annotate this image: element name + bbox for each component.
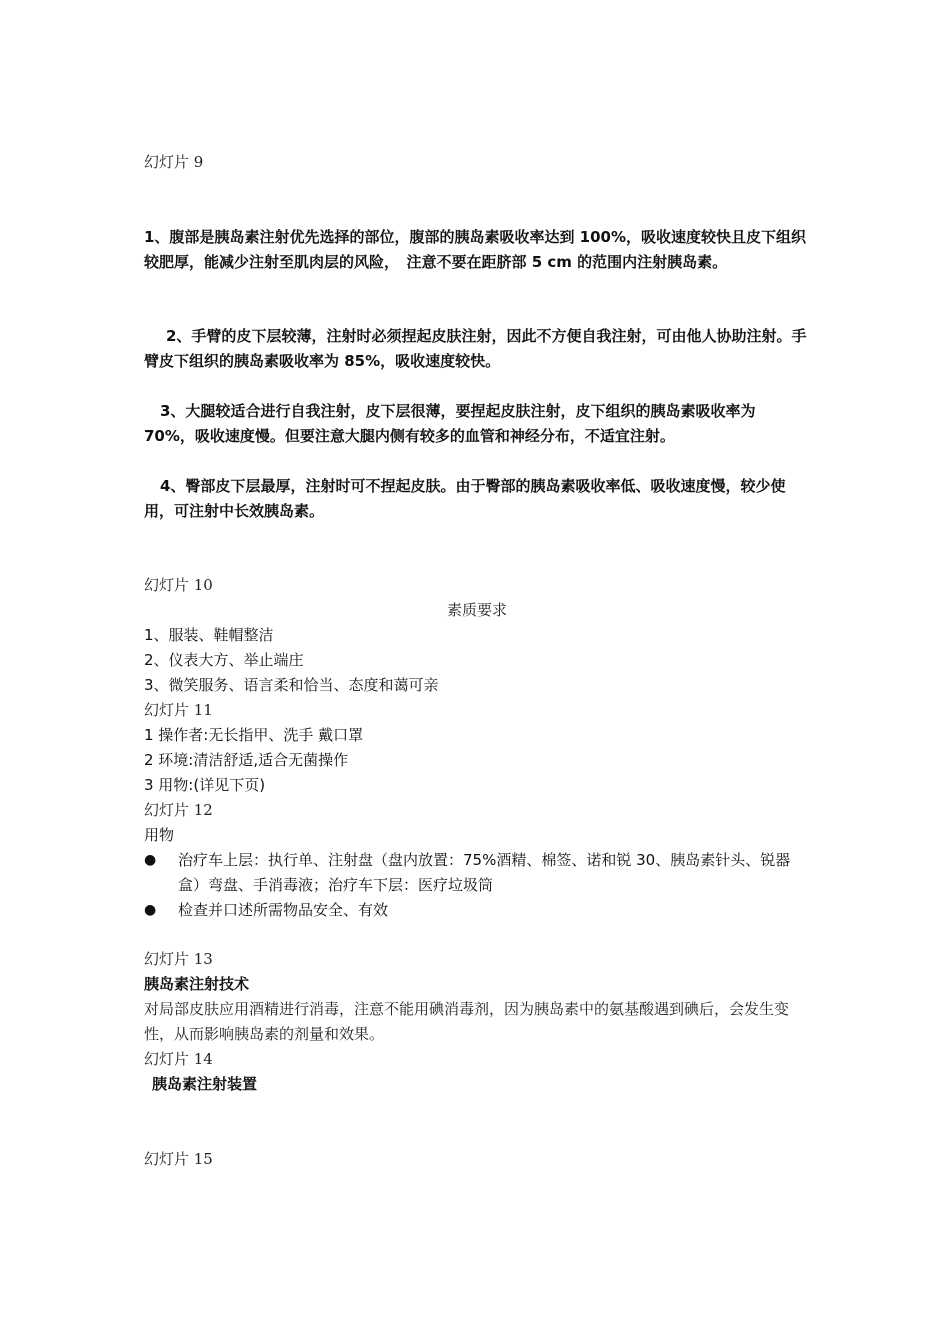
- slide-10-item-3: 3、微笑服务、语言柔和恰当、态度和蔼可亲: [144, 676, 439, 694]
- slide-10-title: 素质要求: [446, 601, 507, 619]
- slide-10-item-1: 1、服装、鞋帽整洁: [144, 626, 274, 644]
- slide-9-label: 幻灯片 9: [144, 153, 204, 171]
- slide-12-label: 幻灯片 12: [144, 801, 213, 819]
- slide-12-bullet-1: [144, 848, 810, 898]
- slide-12-heading: 用物: [144, 826, 175, 844]
- slide-14-label: 幻灯片 14: [144, 1050, 213, 1068]
- slide-11-item-3: 3 用物:(详见下页): [144, 776, 266, 794]
- slide-13-label: 幻灯片 13: [144, 950, 213, 968]
- slide-15-label: 幻灯片 15: [144, 1150, 213, 1168]
- slide-10-item-2: 2、仪表大方、举止端庄: [144, 651, 304, 669]
- slide-11-label: 幻灯片 11: [144, 701, 213, 719]
- slide-10-label: 幻灯片 10: [144, 576, 213, 594]
- slide-9-paragraph-4: 4、臀部皮下层最厚，注射时可不捏起皮肤。由于臀部的胰岛素吸收率低、吸收速度慢，较少使用，可注射中长效胰岛素。: [144, 477, 786, 520]
- slide-12-bullet-1-text: 治疗车上层：执行单、注射盘（盘内放置：75%酒精、棉签、诺和锐 30、胰岛素针头、锐器盒）弯盘、手消毒液；治疗车下层：医疗垃圾筒: [178, 851, 791, 894]
- slide-12-bullet-2: [144, 898, 810, 923]
- slide-13-text: 对局部皮肤应用酒精进行消毒，注意不能用碘消毒剂，因为胰岛素中的氨基酸遇到碘后，会发生变性，从而影响胰岛素的剂量和效果。: [144, 1000, 790, 1043]
- slide-9-paragraph-2: 2、手臂的皮下层较薄，注射时必须捏起皮肤注射，因此不方便自我注射，可由他人协助注射。手臂皮下组织的胰岛素吸收率为 85%，吸收速度较快。: [144, 327, 807, 370]
- slide-9-paragraph-1: 1、腹部是胰岛素注射优先选择的部位，腹部的胰岛素吸收率达到 100%，吸收速度较快且皮下组织较肥厚，能减少注射至肌肉层的风险， 注意不要在距脐部 5 cm 的范围内注射胰岛素。: [144, 228, 807, 271]
- slide-11-item-2: 2 环境:清洁舒适,适合无菌操作: [144, 751, 349, 769]
- bullet-icon: ●: [144, 852, 157, 868]
- slide-14-heading: 胰岛素注射装置: [152, 1075, 258, 1093]
- slide-12-bullet-2-text: 检查并口述所需物品安全、有效: [178, 901, 389, 919]
- slide-11-item-1: 1 操作者:无长指甲、洗手 戴口罩: [144, 726, 364, 744]
- bullet-icon: ●: [144, 902, 157, 918]
- slide-9-paragraph-3: 3、大腿较适合进行自我注射，皮下层很薄，要捏起皮肤注射，皮下组织的胰岛素吸收率为 70%，吸收速度慢。但要注意大腿内侧有较多的血管和神经分布，不适宜注射。: [144, 402, 756, 445]
- slide-13-heading: 胰岛素注射技术: [144, 975, 250, 993]
